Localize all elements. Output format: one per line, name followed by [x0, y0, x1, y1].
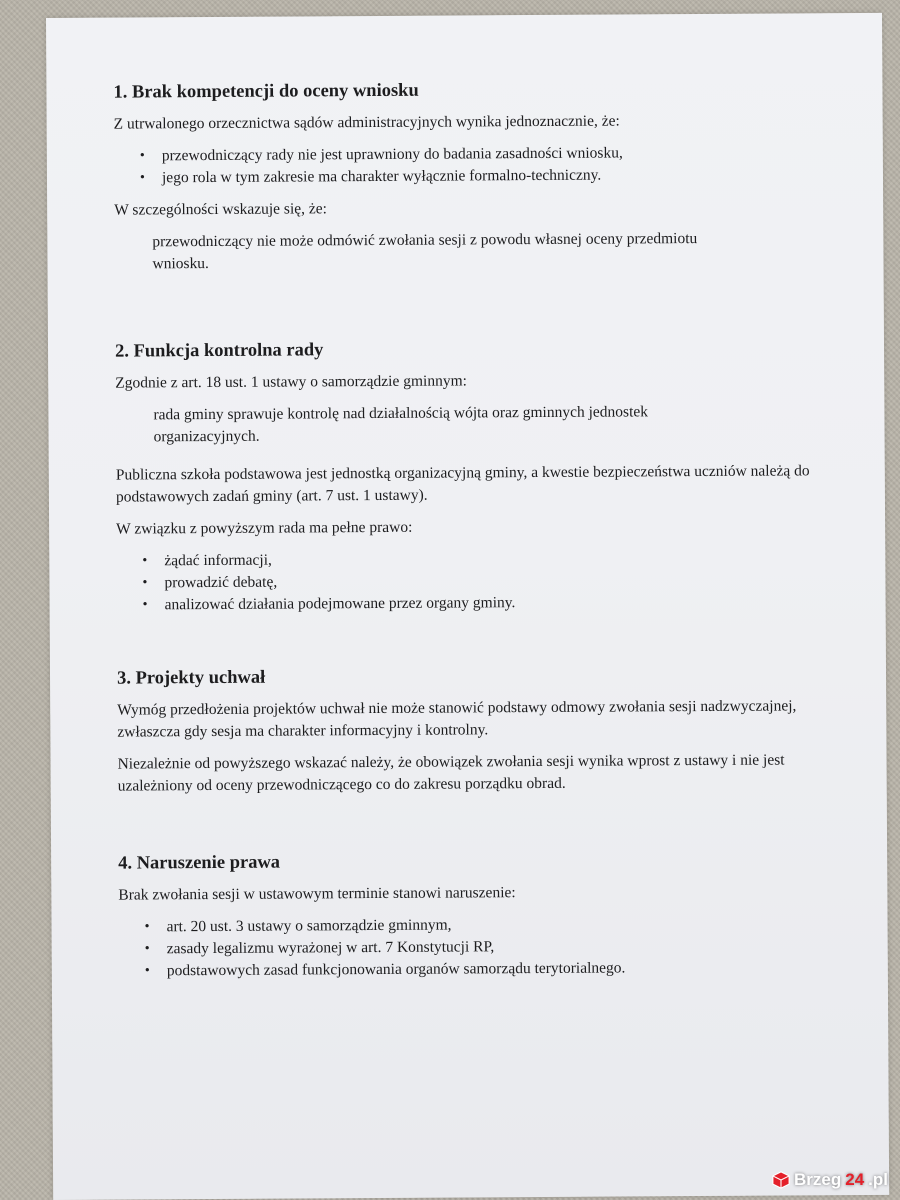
section-1 [113, 76, 814, 275]
indented-quote: przewodniczący nie może odmówić zwołania sesji z powodu własnej oceny przedmiotu wniosku. [152, 230, 698, 273]
list-item: • jego rola w tym zakresie ma charakter wyłącznie formalno-techniczny. [140, 163, 814, 189]
bullet-list [140, 141, 814, 189]
section-intro: Brak zwołania sesji w ustawowym terminie stanowi naruszenie: [118, 884, 516, 904]
bullet-list [144, 912, 818, 982]
section-4 [118, 847, 819, 982]
section-2 [115, 335, 817, 616]
section-paragraph: Niezależnie od powyższego wskazać należy, że obowiązek zwołania sesji wynika wprost z ustawy i nie jest uzależniony od oceny przewodniczącego co do zakresu porządku obrad. [117, 751, 785, 795]
watermark-number: 24 [845, 1170, 865, 1189]
cube-icon [772, 1171, 790, 1189]
list-item: • art. 20 ust. 3 ustawy o samorządzie gminnym, [144, 912, 818, 938]
section-title: 1. Brak kompetencji do oceny wniosku [113, 80, 419, 103]
section-title: 2. Funkcja kontrolna rady [114, 340, 324, 362]
section-paragraph: Wymóg przedłożenia projektów uchwał nie może stanowić podstawy odmowy zwołania sesji nadzwyczajnej, zwłaszcza gdy sesja ma charakter informacyjny i kontrolny. [117, 697, 797, 741]
section-paragraph: Publiczna szkoła podstawowa jest jednostką organizacyjną gminy, a kwestie bezpieczeństwa uczniów należą do podstawowych zadań gminy (art. 7 ust. 1 ustawy). [115, 462, 810, 506]
watermark-domain: .pl [868, 1170, 888, 1189]
list-item: • żądać informacji, [142, 546, 816, 572]
bullet-list [142, 546, 816, 616]
section-paragraph: W szczególności wskazuje się, że: [114, 200, 327, 219]
section-title: 4. Naruszenie prawa [118, 852, 281, 874]
section-intro: Zgodnie z art. 18 ust. 1 ustawy o samorządzie gminnym: [115, 372, 467, 392]
list-item: • prowadzić debatę, [142, 568, 816, 594]
site-watermark [772, 1170, 888, 1190]
section-3 [117, 662, 818, 797]
list-item: • przewodniczący rady nie jest uprawniony do badania zasadności wniosku, [140, 141, 814, 167]
section-title: 3. Projekty uchwał [116, 667, 266, 689]
watermark-text: Brzeg [794, 1170, 842, 1189]
paper-sheet [46, 13, 889, 1200]
list-item: • zasady legalizmu wyrażonej w art. 7 Konstytucji RP, [145, 934, 819, 960]
indented-quote: rada gminy sprawuje kontrolę nad działalnością wójta oraz gminnych jednostek organizacyjnych. [153, 403, 649, 446]
list-item: • analizować działania podejmowane przez organy gminy. [143, 590, 817, 616]
section-paragraph: W związku z powyższym rada ma pełne prawo: [116, 518, 413, 538]
document-body [113, 76, 819, 992]
section-intro: Z utrwalonego orzecznictwa sądów administracyjnych wynika jednoznacznie, że: [113, 112, 620, 133]
list-item: • podstawowych zasad funkcjonowania organów samorządu terytorialnego. [145, 956, 819, 982]
